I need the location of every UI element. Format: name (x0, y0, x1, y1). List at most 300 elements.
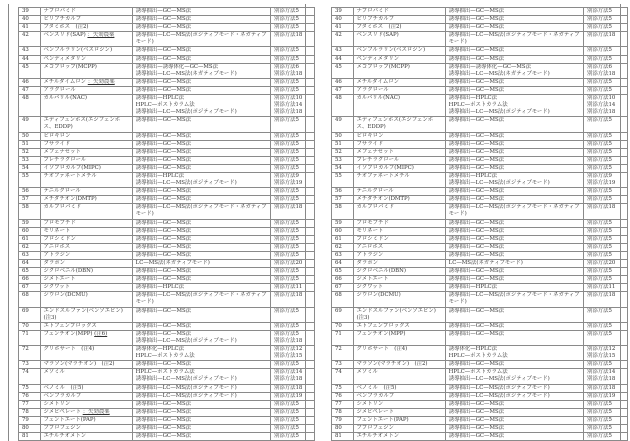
test-method (132, 188, 270, 196)
table-row (19, 95, 315, 117)
appendix-method-ref-line (587, 299, 624, 306)
substance-name (40, 148, 132, 156)
test-method-line: 誘導抽出—GC—MS法 (135, 16, 192, 23)
test-method (132, 55, 270, 63)
row-number: 49 (19, 117, 41, 132)
appendix-method-ref (583, 132, 627, 140)
row-number: 44 (19, 55, 41, 63)
substance-name-text: エチルチオメトン (43, 433, 87, 440)
appendix-method-ref-line (274, 211, 311, 218)
test-method-line: 誘導抽出—GC—MS法 (135, 148, 192, 155)
row-number: 70 (19, 322, 41, 330)
appendix-method-ref-line: 別添方法5 (273, 78, 299, 85)
pesticide-table-right (331, 7, 628, 441)
test-method-line: 誘導抽出—GC—MS法 (135, 330, 192, 337)
table-row (19, 156, 315, 164)
test-method-line: 誘導抽出—GC—MS法 (135, 8, 192, 14)
substance-name-text: ブロモブチド (43, 219, 76, 226)
appendix-method-ref (583, 32, 627, 47)
substance-name-text: カルプロパミド (356, 204, 395, 211)
test-method-line: 誘導抽出—GC—MS法 (135, 47, 192, 54)
appendix-method-ref-line (587, 338, 624, 345)
appendix-method-ref-line: 別添方法12 (586, 346, 616, 353)
appendix-method-ref (583, 307, 627, 322)
substance-name-text: カルバリル(NAC) (356, 95, 401, 102)
row-number: 72 (332, 346, 354, 361)
appendix-method-ref-line: 別添方法18 (273, 376, 303, 383)
substance-name-line (357, 95, 442, 102)
row-number: 41 (332, 24, 354, 32)
appendix-method-ref (270, 117, 314, 132)
substance-name-text: ジメトエート (356, 276, 389, 283)
table-row (19, 132, 315, 140)
appendix-method-ref (583, 172, 627, 187)
table-row (332, 24, 628, 32)
appendix-method-ref-line: 別添方法5 (273, 276, 299, 283)
table-row (19, 243, 315, 251)
appendix-method-ref-line: 別添方法14 (586, 102, 616, 109)
appendix-method-ref-line: 別添方法5 (586, 268, 612, 275)
substance-name-line (44, 260, 129, 267)
appendix-method-ref (583, 369, 627, 384)
appendix-method-ref (270, 32, 314, 47)
test-method (132, 16, 270, 24)
appendix-method-ref (583, 268, 627, 276)
appendix-method-ref-line: 別添方法5 (586, 251, 612, 258)
table-row (332, 408, 628, 416)
table-row (19, 330, 315, 345)
test-method (132, 384, 270, 392)
substance-name-text: ベンフルラリン(ベスロジン) (356, 47, 426, 54)
substance-name (40, 260, 132, 268)
substance-name (40, 204, 132, 219)
table-row (332, 32, 628, 47)
row-number: 58 (332, 204, 354, 219)
test-method-line: 誘導抽出—LC—MS法(ポジティブモード) (448, 392, 550, 399)
substance-name (40, 32, 132, 47)
appendix-method-ref (270, 156, 314, 164)
test-method-line: 誘導抽出—GC—MS法 (448, 307, 505, 314)
row-number: 77 (332, 400, 354, 408)
test-method (445, 8, 583, 16)
appendix-method-ref-line: 別添方法5 (273, 16, 299, 23)
test-method-line: 誘導抽出—GC—MS法 (448, 24, 505, 31)
substance-name-text: ス、EDDP) (43, 124, 73, 131)
appendix-method-ref (270, 433, 314, 441)
table-row (19, 24, 315, 32)
appendix-method-ref-line: 別添方法5 (586, 400, 612, 407)
test-method (445, 156, 583, 164)
table-row (19, 78, 315, 86)
substance-name (40, 219, 132, 227)
test-method (132, 260, 270, 268)
substance-name-line (357, 284, 442, 291)
appendix-method-ref (270, 346, 314, 361)
table-row (19, 408, 315, 416)
substance-name-text: ジメピペレート (43, 408, 81, 415)
row-number: 59 (19, 219, 41, 227)
test-method (445, 78, 583, 86)
appendix-method-ref-line: 別添方法15 (586, 353, 616, 360)
appendix-method-ref (270, 307, 314, 322)
row-number: 80 (332, 424, 354, 432)
substance-name (40, 268, 132, 276)
test-method-line: 誘導抽出—GC—MS法 (135, 276, 192, 283)
appendix-method-ref (583, 276, 627, 284)
substance-name-text: フェンチオン(MPP) (356, 330, 406, 337)
substance-name (353, 156, 445, 164)
substance-name-text: メソミル (356, 369, 378, 376)
appendix-method-ref (270, 408, 314, 416)
appendix-method-ref-line: 別添方法5 (586, 78, 612, 85)
substance-name-line (357, 47, 442, 54)
test-method (445, 346, 583, 361)
substance-name-text: プロシミドン (43, 235, 76, 242)
substance-name-text: ダラポン (43, 260, 66, 266)
test-method-line: 誘導抽出—GC—MS法 (448, 8, 505, 14)
row-number: 54 (19, 164, 41, 172)
row-number: 44 (332, 55, 354, 63)
table-row (19, 164, 315, 172)
test-method (132, 47, 270, 55)
test-method (132, 400, 270, 408)
row-number: 40 (332, 16, 354, 24)
test-method-line (136, 124, 267, 131)
substance-name-line (357, 32, 442, 39)
appendix-method-ref-line: 別添方法5 (273, 148, 299, 155)
appendix-method-ref-line: 別添方法5 (586, 276, 612, 283)
substance-name-text: グリホサート (注4) (43, 346, 95, 353)
substance-name-text: ジクワット (356, 284, 384, 291)
substance-name (40, 164, 132, 172)
appendix-method-ref-line: 別添方法18 (273, 32, 303, 39)
appendix-method-ref-line: 別添方法5 (586, 132, 612, 139)
table-row (332, 16, 628, 24)
appendix-method-ref-line: 別添方法5 (273, 156, 299, 163)
appendix-method-ref-line: 別添方法5 (586, 322, 612, 329)
appendix-method-ref (583, 408, 627, 416)
row-number: 79 (332, 416, 354, 424)
table-row (19, 47, 315, 55)
appendix-method-ref-line (587, 315, 624, 322)
appendix-method-ref-line: 別添方法18 (273, 70, 303, 77)
appendix-method-ref-line (274, 299, 311, 306)
substance-name-line (44, 220, 129, 227)
appendix-method-ref-line: 別添方法18 (586, 70, 616, 77)
test-method (445, 260, 583, 268)
appendix-method-ref-line: 別添方法19 (273, 392, 303, 399)
row-number: 52 (19, 148, 41, 156)
row-number: 52 (332, 148, 354, 156)
appendix-method-ref (270, 276, 314, 284)
test-method-line: 誘導抽出—LC—MS法(ポジティブモード) (135, 109, 237, 116)
appendix-method-ref (583, 204, 627, 219)
appendix-method-ref (583, 219, 627, 227)
test-method-line: 誘導抽出—GC—MS法 (135, 140, 192, 147)
appendix-method-ref-line: 別添方法10 (586, 95, 616, 102)
test-method-line: 誘導抽出—GC—MS法 (135, 227, 192, 234)
substance-name-text: シメトリン (356, 400, 384, 407)
substance-name-text: ブタミホス (注2) (356, 24, 402, 31)
test-method-line: 誘導体化—HPLC法 (135, 346, 185, 353)
appendix-method-ref (583, 346, 627, 361)
substance-name-text: モリネート (356, 227, 384, 234)
substance-name-text: テニルクロール (356, 188, 394, 195)
appendix-method-ref-line: 別添方法5 (586, 47, 612, 54)
appendix-method-ref (270, 140, 314, 148)
substance-name-text: アニロホス (43, 243, 71, 250)
table-row (332, 307, 628, 322)
appendix-method-ref (583, 55, 627, 63)
substance-name-text: ピロキロン (356, 132, 384, 139)
substance-name (40, 117, 132, 132)
substance-name (353, 384, 445, 392)
appendix-method-ref-line: 別添方法11 (273, 284, 303, 291)
substance-name-line (44, 323, 129, 330)
test-method (445, 433, 583, 441)
substance-name-line (44, 47, 129, 54)
test-method-line (136, 315, 267, 322)
test-method-line: HPLC—ポストカラム法 (135, 369, 195, 376)
row-number: 71 (19, 330, 41, 345)
test-method-line: 誘導抽出—LC—MS法(ポジティブモード) (448, 384, 550, 391)
appendix-method-ref-line: 別添方法5 (586, 235, 612, 242)
substance-name (353, 400, 445, 408)
substance-name-line (44, 276, 129, 283)
substance-name-line (357, 401, 442, 408)
substance-name-text: フサライド (356, 140, 384, 147)
substance-name-line (357, 315, 442, 322)
substance-name (353, 55, 445, 63)
test-method (132, 140, 270, 148)
table-row (332, 235, 628, 243)
substance-name (353, 188, 445, 196)
substance-name-line (44, 32, 129, 39)
table-row (19, 251, 315, 259)
row-number: 49 (332, 117, 354, 132)
substance-name-text: ジメピペレート (356, 408, 394, 415)
substance-name (353, 284, 445, 292)
appendix-method-ref-line: 別添方法5 (273, 196, 299, 203)
substance-name-line (357, 236, 442, 243)
row-number: 56 (332, 188, 354, 196)
appendix-method-ref (270, 24, 314, 32)
appendix-method-ref (270, 95, 314, 117)
substance-name-text: ベンスリド(SAP) (356, 32, 399, 39)
substance-name (40, 55, 132, 63)
table-row (332, 346, 628, 361)
table-row (19, 227, 315, 235)
substance-name (40, 284, 132, 292)
test-method-line: 誘導抽出—GC—MS法 (448, 86, 505, 93)
substance-note: ：失効農薬 (87, 78, 115, 85)
substance-name-line (357, 260, 442, 267)
test-method (132, 95, 270, 117)
table-row (332, 78, 628, 86)
table-row (19, 140, 315, 148)
substance-name-line (44, 292, 129, 299)
substance-name-text: フェントエート(PAP) (43, 416, 96, 423)
test-method-line: 誘導抽出—GC—MS法 (448, 188, 505, 195)
test-method-line: 誘導抽出—GC—MS法 (448, 330, 505, 337)
substance-name-line (357, 425, 442, 432)
substance-name-line (357, 165, 442, 172)
row-number: 67 (332, 284, 354, 292)
substance-name (353, 196, 445, 204)
substance-name-line (357, 149, 442, 156)
row-number: 57 (19, 196, 41, 204)
substance-name-line (357, 64, 442, 71)
appendix-method-ref-line: 別添方法14 (273, 102, 303, 109)
appendix-method-ref (270, 164, 314, 172)
test-method-line: 誘導抽出—GC—MS法 (135, 322, 192, 329)
table-row (332, 243, 628, 251)
test-method-line: LC—MS法(ネガティブモード) (135, 260, 210, 266)
test-method (132, 235, 270, 243)
substance-name-line (357, 157, 442, 164)
substance-name (40, 132, 132, 140)
appendix-method-ref (583, 392, 627, 400)
appendix-method-ref-line: 別添方法5 (273, 322, 299, 329)
substance-name-line (44, 141, 129, 148)
table-row (332, 251, 628, 259)
appendix-method-ref (270, 47, 314, 55)
appendix-method-ref-line: 別添方法5 (586, 55, 612, 62)
test-method (445, 24, 583, 32)
test-method-line: 誘導抽出—LC—MS法(ポジティブモード・ネガティブ (448, 204, 580, 211)
appendix-method-ref-line (587, 211, 624, 218)
substance-name-text: モリネート (43, 227, 71, 234)
test-method-line: 誘導抽出—LC—MS法(ポジティブモード・ネガティブ (448, 292, 580, 299)
test-method-line: 誘導抽出—GC—MS法 (135, 24, 192, 31)
appendix-method-ref (270, 424, 314, 432)
substance-name-line (44, 401, 129, 408)
table-row (19, 86, 315, 94)
row-number: 65 (332, 268, 354, 276)
test-method (132, 148, 270, 156)
substance-name (40, 408, 132, 416)
appendix-method-ref-line: 別添方法5 (586, 188, 612, 195)
table-row (19, 235, 315, 243)
substance-name-line (357, 204, 442, 211)
appendix-method-ref (583, 16, 627, 24)
substance-name-line (44, 393, 129, 400)
row-number: 69 (19, 307, 41, 322)
substance-name (40, 196, 132, 204)
substance-name-text: チオファネートメチル (43, 172, 97, 179)
test-method-line: 誘導抽出—GC—MS法 (448, 164, 505, 171)
table-row (332, 117, 628, 132)
appendix-method-ref (583, 196, 627, 204)
test-method-line: 誘導抽出—GC—MS法 (448, 47, 505, 54)
substance-name (353, 132, 445, 140)
appendix-method-ref-line: 別添方法5 (273, 268, 299, 275)
substance-name (40, 307, 132, 322)
test-method-line: 誘導抽出—誘導体化—GC—MS法 (448, 63, 532, 70)
appendix-method-ref-line: 別添方法5 (273, 235, 299, 242)
appendix-method-ref (583, 330, 627, 345)
test-method (445, 140, 583, 148)
table-row (19, 63, 315, 78)
row-number: 60 (332, 227, 354, 235)
substance-name-line (357, 276, 442, 283)
substance-name-line (44, 95, 129, 102)
substance-name-text: エディフェンホス(エジフェンホ (356, 117, 434, 124)
appendix-method-ref (583, 140, 627, 148)
appendix-method-ref (583, 47, 627, 55)
substance-name (353, 408, 445, 416)
row-number: 68 (19, 292, 41, 307)
table-row (332, 196, 628, 204)
appendix-method-ref (583, 251, 627, 259)
appendix-method-ref-line: 別添方法5 (586, 227, 612, 234)
row-number: 51 (19, 140, 41, 148)
substance-name-text: ベンフルラリン(ベスロジン) (43, 47, 113, 54)
appendix-method-ref-line: 別添方法5 (586, 16, 612, 23)
substance-name-text: エチルチオメトン (356, 433, 400, 440)
substance-name (40, 63, 132, 78)
appendix-method-ref (270, 148, 314, 156)
test-method-line: 誘導抽出—HPLC法 (448, 284, 498, 291)
test-method-line: 誘導抽出—GC—MS法 (135, 361, 192, 368)
test-method-line: 誘導抽出—GC—MS法 (448, 78, 505, 85)
substance-name (353, 251, 445, 259)
substance-name-text: ス、EDDP) (356, 124, 386, 131)
substance-name-line (357, 369, 442, 376)
test-method-line: HPLC—ポストカラム法 (448, 369, 508, 376)
appendix-method-ref (270, 227, 314, 235)
substance-name-line (44, 24, 129, 31)
table-row (332, 204, 628, 219)
row-number: 73 (19, 361, 41, 369)
table-row (332, 8, 628, 16)
substance-name-line (357, 188, 442, 195)
substance-name-text: フェントエート(PAP) (356, 416, 409, 423)
substance-name (40, 227, 132, 235)
appendix-method-ref (583, 416, 627, 424)
row-number: 46 (332, 78, 354, 86)
appendix-method-ref-line: 別添方法5 (586, 416, 612, 423)
substance-name (353, 268, 445, 276)
appendix-method-ref-line: 別添方法5 (586, 330, 612, 337)
test-method-line (449, 338, 580, 345)
appendix-method-ref-line: 別添方法15 (273, 353, 303, 360)
page-right (331, 7, 628, 441)
table-row (19, 196, 315, 204)
substance-name-line (357, 361, 442, 368)
substance-name (40, 172, 132, 187)
appendix-method-ref (270, 369, 314, 384)
table-row (19, 16, 315, 24)
substance-name-line (44, 16, 129, 23)
appendix-method-ref (583, 284, 627, 292)
substance-name-line (44, 284, 129, 291)
row-number: 69 (332, 307, 354, 322)
table-row (19, 400, 315, 408)
substance-name-text: エンドスルファン(ベンゾエピン) (356, 307, 436, 314)
substance-name-text: エディフェンホス(エジフェンホ (43, 117, 121, 124)
test-method-line: 誘導抽出—GC—MS法 (448, 408, 505, 415)
test-method (445, 392, 583, 400)
table-row (19, 369, 315, 384)
test-method (132, 243, 270, 251)
appendix-method-ref (583, 227, 627, 235)
table-row (332, 268, 628, 276)
test-method-line: 誘導抽出—GC—MS法 (448, 400, 505, 407)
appendix-method-ref-line: 別添方法10 (273, 95, 303, 102)
test-method (132, 251, 270, 259)
test-method (132, 63, 270, 78)
